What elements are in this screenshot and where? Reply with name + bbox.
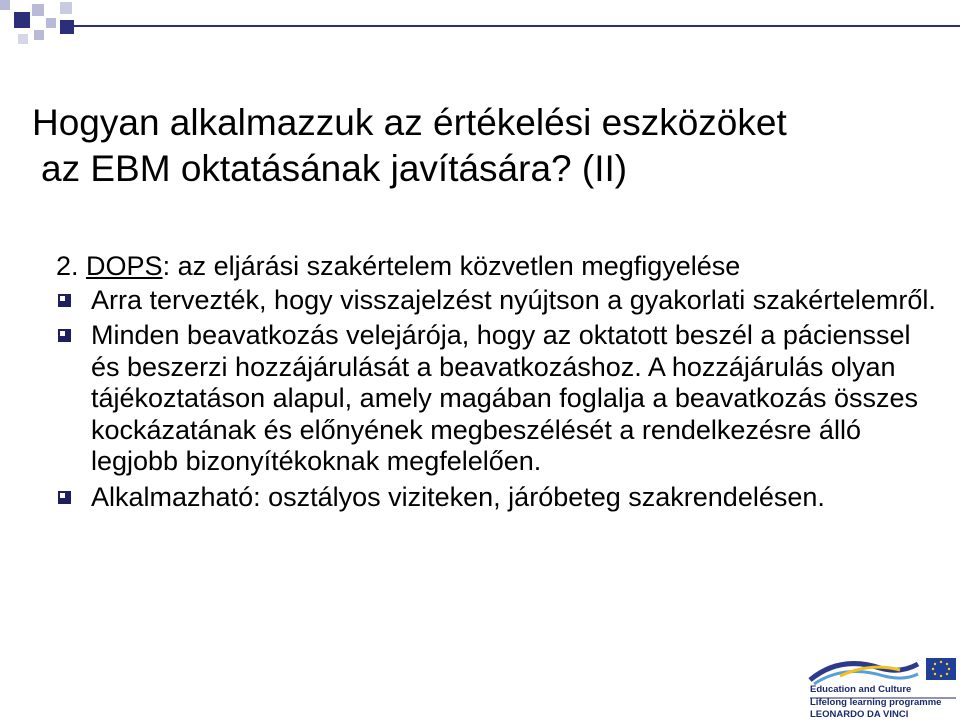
bullet-text: Alkalmazható: osztályos viziteken, járóbeteg szakrendelésen. — [91, 481, 825, 512]
bullet-item — [56, 285, 936, 317]
footer-line-1: Education and Culture — [810, 684, 912, 695]
footer-program-text — [810, 684, 941, 722]
header-decoration — [0, 0, 960, 60]
bullet-text: Minden beavatkozás velejárója, hogy az oktatott beszél a pácienssel és beszerzi hozzájárulását a beavatkozáshoz. A hozzájárulás olyan tájékoztatáson alapul, amely magában foglalja a beavatkozás összes kockázatának és előnyének megbeszélését a rendelkezésre álló legjobb bizonyítékoknak megfelelően. — [91, 320, 919, 476]
numbered-prefix: 2. — [56, 251, 87, 281]
title-line-2: az EBM oktatásának javítására? (II) — [41, 148, 628, 189]
square-bullet-icon — [58, 329, 71, 342]
square-bullet-icon — [58, 491, 71, 504]
dops-link[interactable]: DOPS — [86, 251, 163, 281]
numbered-rest: : az eljárási szakértelem közvetlen megfigyelése — [162, 251, 741, 281]
title-line-1: Hogyan alkalmazzuk az értékelési eszközöket — [32, 102, 787, 143]
footer-line-3: LEONARDO DA VINCI — [810, 709, 909, 720]
footer-line-2: Lifelong learning programme — [810, 696, 942, 708]
bullet-item — [56, 320, 936, 478]
bullet-item — [56, 482, 936, 514]
slide-body — [56, 251, 936, 513]
square-bullet-icon — [58, 294, 71, 307]
bullet-text: Arra tervezték, hogy visszajelzést nyújtson a gyakorlati szakértelemről. — [91, 284, 936, 315]
slide-title — [32, 100, 932, 192]
numbered-heading — [56, 251, 936, 283]
